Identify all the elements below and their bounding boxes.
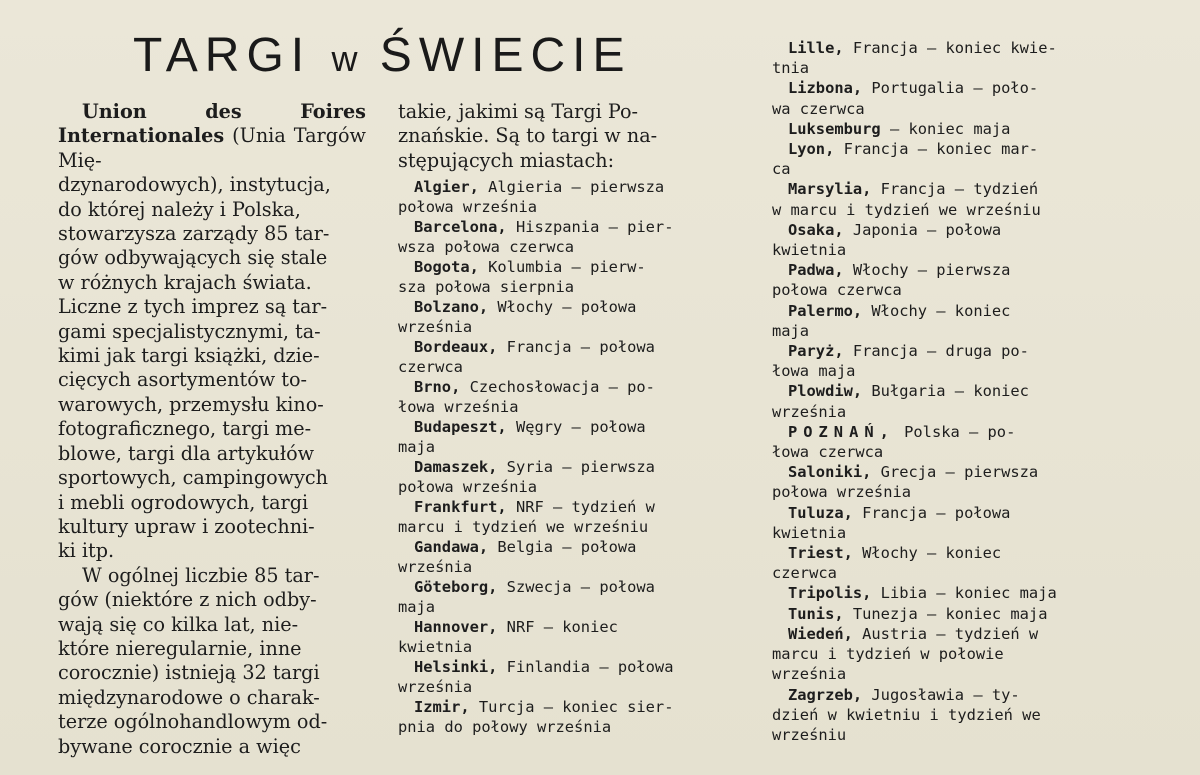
paragraph-line: w różnych krajach świata.	[58, 270, 312, 294]
fair-entry	[772, 624, 1112, 685]
fair-entry	[772, 301, 1112, 341]
fair-entry-line	[398, 417, 734, 437]
article-column-1	[58, 100, 366, 759]
city-name: Zagrzeb,	[788, 685, 863, 704]
paragraph-line: gów odbywających się stale	[58, 246, 328, 270]
fair-entry-line: pnia do połowy września	[398, 718, 612, 737]
title-word-w: w	[331, 38, 360, 79]
paragraph-line: stowarzysza zarządy 85 tar-	[58, 222, 330, 246]
fair-entry-line	[772, 604, 1112, 624]
fair-entry-line	[772, 624, 1112, 644]
fair-entry	[772, 179, 1112, 219]
fair-date: Austria — tydzień w	[852, 624, 1039, 643]
fair-date: NRF — tydzień w	[506, 498, 655, 517]
fair-entry	[772, 260, 1112, 300]
fair-entry-line	[772, 301, 1112, 321]
fair-entry	[772, 422, 1112, 462]
city-name: Saloniki,	[788, 463, 872, 482]
fair-entry	[398, 457, 734, 497]
fair-date: Finlandia — połowa	[497, 658, 674, 677]
city-name: Tunis,	[788, 604, 844, 623]
fair-entry-line: września	[398, 318, 473, 337]
paragraph-line: wają się co kilka lat, nie-	[58, 612, 299, 636]
paragraph-line: gami specjalistycznymi, ta-	[58, 319, 321, 343]
fair-date: Francja — połowa	[497, 338, 655, 357]
fair-entry-line	[772, 139, 1112, 159]
fair-entry-line: połowa września	[398, 478, 537, 497]
paragraph-line: bywane corocznie a więc	[58, 734, 301, 758]
fair-entry	[398, 177, 734, 217]
fair-entry-line	[772, 260, 1112, 280]
city-name: Padwa,	[788, 261, 844, 280]
fair-date: Włochy — koniec	[862, 301, 1011, 320]
city-name: Lizbona,	[788, 79, 863, 98]
fair-entry-line: maja	[772, 321, 810, 340]
fair-entry-line	[772, 78, 1112, 98]
fair-entry-line	[772, 119, 1112, 139]
fair-date: Francja — połowa	[852, 503, 1011, 522]
fair-entry-line: kwietnia	[398, 638, 473, 657]
fair-entry-line	[772, 220, 1112, 240]
paragraph-line: które nieregularnie, inne	[58, 636, 302, 660]
paragraph-1	[58, 100, 366, 564]
city-name: Helsinki,	[414, 658, 498, 677]
fair-entry-line	[772, 462, 1112, 482]
fair-entry-line: kwietnia	[772, 241, 847, 260]
paragraph-line: sportowych, campingowych	[58, 466, 329, 490]
fair-entry-line: września	[772, 402, 847, 421]
fair-entry	[398, 257, 734, 297]
fair-date: Francja — koniec mar-	[834, 140, 1039, 159]
fair-entry	[398, 337, 734, 377]
fair-date: Belgia — połowa	[488, 538, 637, 557]
fair-entry-line	[772, 381, 1112, 401]
fair-entry	[398, 577, 734, 617]
fair-entry-line: maja	[398, 598, 436, 617]
city-name: Tripolis,	[788, 584, 872, 603]
fair-date: Grecja — pierwsza	[871, 463, 1039, 482]
fair-entry-line: w marcu i tydzień we wrześniu	[772, 200, 1041, 219]
fair-entry-line	[398, 657, 734, 677]
fair-entry	[772, 381, 1112, 421]
fair-entry-line	[398, 217, 734, 237]
paragraph-line: kultury upraw i zootechni-	[58, 514, 315, 538]
fair-entry-line	[398, 297, 734, 317]
article-column-3	[772, 38, 1112, 745]
fair-date: Włochy — połowa	[488, 298, 637, 317]
fair-entry-line: marcu i tydzień we wrześniu	[398, 518, 649, 537]
fair-entry-line: czerwca	[398, 358, 463, 377]
fair-entry-line: łowa września	[398, 398, 519, 417]
fair-date: NRF — koniec	[497, 618, 618, 637]
fair-entry	[772, 341, 1112, 381]
fair-entry	[772, 220, 1112, 260]
city-name: Tuluza,	[788, 503, 853, 522]
paragraph-line: kimi jak targi książki, dzie-	[58, 344, 320, 368]
fair-date: Jugosławia — ty-	[862, 685, 1020, 704]
fair-entry-line: tnia	[772, 59, 810, 78]
city-name: Lyon,	[788, 140, 835, 159]
fair-entry-line: września	[398, 678, 473, 697]
fair-entry-line	[772, 179, 1112, 199]
article-column-2	[398, 100, 734, 737]
fair-entry	[772, 139, 1112, 179]
paragraph-line	[58, 100, 366, 173]
paragraph-intro	[398, 100, 734, 173]
title-word-swiecie: ŚWIECIE	[379, 29, 632, 82]
fair-entry-line	[772, 543, 1112, 563]
city-name: Osaka,	[788, 220, 844, 239]
fair-date: Włochy — pierwsza	[843, 261, 1011, 280]
fair-entry-line	[398, 257, 734, 277]
fair-entry	[398, 657, 734, 697]
fair-entry-line: łowa maja	[772, 362, 856, 381]
fair-entry	[772, 119, 1112, 139]
city-name: Palermo,	[788, 301, 863, 320]
fair-date: Libia — koniec maja	[871, 584, 1057, 603]
city-name: Barcelona,	[414, 218, 507, 237]
city-name: Marsylia,	[788, 180, 872, 199]
city-name: Algier,	[414, 178, 479, 197]
fair-entry	[772, 583, 1112, 603]
fair-date: Hiszpania — pier-	[506, 218, 674, 237]
fair-date: Algieria — pierwsza	[478, 178, 665, 197]
fair-entry-line	[772, 38, 1112, 58]
city-name: Damaszek,	[414, 458, 498, 477]
fair-entry-line: marcu i tydzień w połowie	[772, 645, 1004, 664]
fair-list-2	[772, 38, 1112, 745]
fair-date: Polska — po-	[894, 422, 1016, 441]
fair-date: Turcja — koniec sier-	[469, 698, 674, 717]
fair-entry-line: czerwca	[772, 564, 837, 583]
paragraph-line: corocznie) istnieją 32 targi	[58, 661, 320, 685]
fair-date: Czechosłowacja — po-	[460, 378, 655, 397]
paragraph-line: Liczne z tych imprez są tar-	[58, 295, 328, 319]
title-word-targi: TARGI	[133, 29, 312, 82]
paragraph-line: do której należy i Polska,	[58, 197, 301, 221]
city-name: Wiedeń,	[788, 624, 853, 643]
city-name: Bordeaux,	[414, 338, 498, 357]
fair-date: Portugalia — poło-	[862, 79, 1039, 98]
fair-date: Kolumbia — pierw-	[478, 258, 646, 277]
fair-date: Węgry — połowa	[506, 418, 646, 437]
fair-entry-line	[772, 341, 1112, 361]
fair-entry-line: września	[398, 558, 473, 577]
city-name: Paryż,	[788, 342, 844, 361]
city-name: Bolzano,	[414, 298, 489, 317]
fair-entry-line: kwietnia	[772, 523, 847, 542]
fair-entry	[398, 217, 734, 257]
fair-entry-line	[398, 497, 734, 517]
city-name: Frankfurt,	[414, 498, 507, 517]
paragraph-line: fotograficznego, targi me-	[58, 417, 312, 441]
fair-entry-line: sza połowa sierpnia	[398, 278, 575, 297]
fair-entry-line: wa czerwca	[772, 99, 865, 118]
article-title	[133, 28, 631, 83]
fair-entry-line: ca	[772, 160, 791, 179]
fair-date: Francja — tydzień	[871, 180, 1039, 199]
fair-entry-line: łowa czerwca	[772, 443, 884, 462]
fair-date: — koniec maja	[880, 119, 1011, 138]
fair-entry	[772, 543, 1112, 583]
fair-entry-line: wrześniu	[772, 725, 847, 744]
paragraph-line: W ogólnej liczbie 85 tar-	[82, 563, 320, 587]
paragraph-line: ki itp.	[58, 539, 115, 563]
fair-entry	[772, 38, 1112, 78]
city-name: POZNAŃ,	[788, 422, 895, 441]
fair-date: Japonia — połowa	[843, 220, 1002, 239]
paragraph-2	[58, 564, 366, 759]
fair-date: Francja — koniec kwie-	[843, 39, 1057, 57]
fair-entry	[398, 297, 734, 337]
fair-date: Syria — pierwsza	[497, 458, 655, 477]
fair-entry	[772, 685, 1112, 746]
fair-entry	[772, 78, 1112, 118]
paragraph-text: (Unia Targów Mię-	[58, 124, 366, 172]
fair-entry	[398, 497, 734, 537]
fair-entry-line	[398, 577, 734, 597]
fair-entry-line	[772, 583, 1112, 603]
fair-date: Francja — druga po-	[843, 342, 1029, 361]
paragraph-line: takie, jakimi są Targi Po-	[398, 100, 639, 123]
city-name: Lille,	[788, 39, 844, 57]
fair-entry-line: wsza połowa czerwca	[398, 238, 575, 257]
fair-date: Szwecja — połowa	[497, 578, 655, 597]
fair-entry	[398, 377, 734, 417]
fair-entry	[772, 503, 1112, 543]
city-name: Hannover,	[414, 618, 498, 637]
fair-entry-line	[772, 422, 1112, 442]
fair-date: Bułgaria — koniec	[862, 382, 1029, 401]
city-name: Göteborg,	[414, 578, 498, 597]
fair-entry-line: połowa września	[398, 198, 537, 217]
fair-entry-line: dzień w kwietniu i tydzień we	[772, 705, 1041, 724]
fair-date: Tunezja — koniec maja	[843, 604, 1048, 623]
paragraph-line: cięcych asortymentów to-	[58, 368, 308, 392]
city-name: Brno,	[414, 378, 461, 397]
paragraph-line: i mebli ogrodowych, targi	[58, 490, 309, 514]
fair-entry-line	[398, 337, 734, 357]
fair-entry-line	[398, 617, 734, 637]
paragraph-line: terze ogólnohandlowym od-	[58, 710, 328, 734]
fair-entry	[398, 617, 734, 657]
city-name: Plowdiw,	[788, 382, 863, 401]
fair-entry-line: września	[772, 665, 847, 684]
city-name: Bogota,	[414, 258, 479, 277]
city-name: Triest,	[788, 544, 853, 563]
fair-entry-line	[398, 177, 734, 197]
city-name: Izmir,	[414, 698, 470, 717]
fair-entry-line	[398, 697, 734, 717]
paragraph-line: warowych, przemysłu kino-	[58, 392, 324, 416]
fair-list-1	[398, 177, 734, 737]
paragraph-line: międzynarodowe o charak-	[58, 685, 320, 709]
city-name: Luksemburg	[788, 119, 881, 138]
fair-entry-line	[772, 685, 1112, 705]
organization-name: Union des Foires Internationales	[58, 100, 366, 148]
fair-entry-line	[398, 457, 734, 477]
fair-entry-line: połowa września	[772, 483, 911, 502]
fair-entry-line	[398, 537, 734, 557]
city-name: Gandawa,	[414, 538, 489, 557]
fair-entry-line: maja	[398, 438, 436, 457]
paragraph-line: znańskie. Są to targi w na-	[398, 124, 658, 148]
fair-entry	[398, 537, 734, 577]
city-name: Budapeszt,	[414, 418, 507, 437]
fair-entry-line: połowa czerwca	[772, 281, 902, 300]
fair-entry	[398, 697, 734, 737]
fair-entry	[772, 462, 1112, 502]
paragraph-line: dzynarodowych), instytucja,	[58, 173, 331, 197]
fair-entry-line	[772, 503, 1112, 523]
paragraph-line: stępujących miastach:	[398, 148, 615, 172]
fair-entry	[772, 604, 1112, 624]
paragraph-line: blowe, targi dla artykułów	[58, 441, 315, 465]
fair-entry	[398, 417, 734, 457]
fair-date: Włochy — koniec	[852, 544, 1002, 563]
paragraph-line: gów (niektóre z nich odby-	[58, 588, 317, 612]
fair-entry-line	[398, 377, 734, 397]
